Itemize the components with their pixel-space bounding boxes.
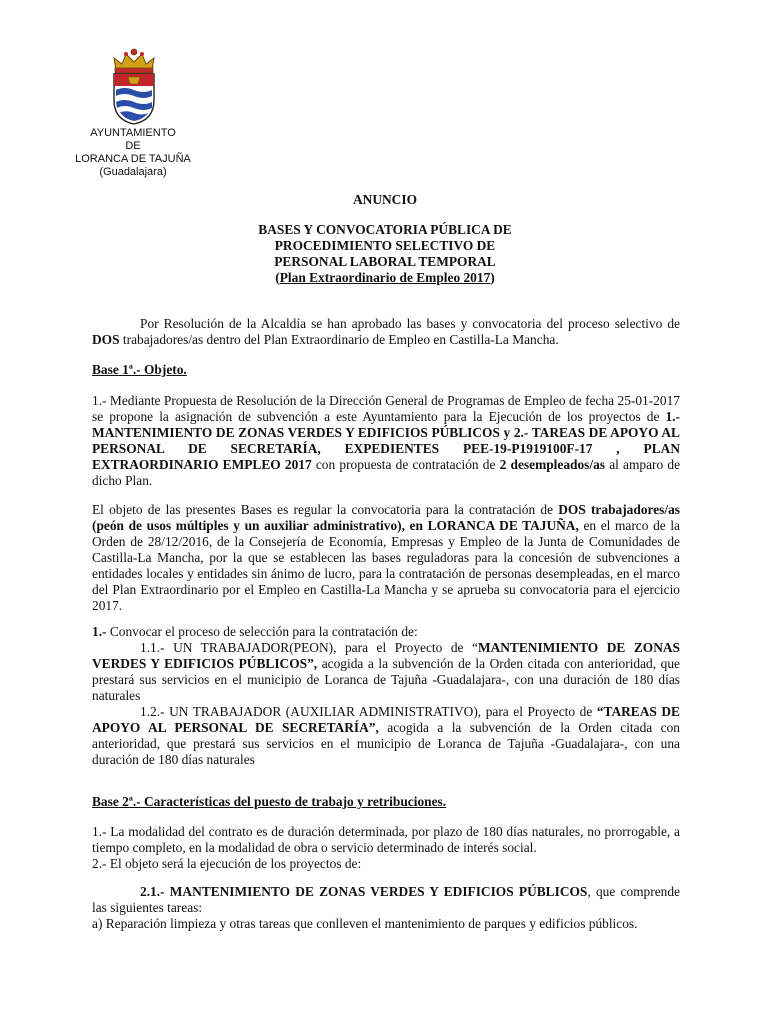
announcement-title [0,222,770,286]
base2-paragraph-4 [92,916,680,932]
base2-paragraph-2 [92,856,680,872]
org-line: DE [125,140,141,152]
base1-paragraph-5 [92,704,680,768]
base1-heading [92,362,680,378]
org-line: (Guadalajara) [99,166,167,178]
title-line: PROCEDIMIENTO SELECTIVO DE [274,238,496,253]
text: al amparo de dicho Plan. [92,457,681,488]
text: Convocar el proceso de selección para la contratación de: [106,624,418,639]
base1-paragraph-4 [92,640,680,704]
bold-text: “TAREAS DE APOYO AL PERSONAL DE SECRETARÍA”, [92,704,680,735]
text: 1.- Mediante Propuesta de Resolución de la Dirección General de Programas de Empleo de fecha 25-01-2017 se propone la asignación de subvención a este Ayuntamiento para la Ejecución de los proyectos de [92,393,680,424]
text: a) Reparación limpieza y otras tareas que conlleven el mantenimiento de parques y edificios públicos. [92,916,638,931]
bold-text: DOS trabajadores/as (peón de usos múltiples y un auxiliar administrativo), en LORANCA DE TAJUÑA, [92,502,680,533]
intro-bold: DOS [92,332,120,347]
bold-text: MANTENIMIENTO DE ZONAS VERDES Y EDIFICIOS PÚBLICOS”, [92,640,680,671]
bold-text: 2 desempleados/as [499,457,606,472]
text: con propuesta de contratación de [311,457,500,472]
text: 1.1.- UN TRABAJADOR(PEON), para el Proyecto de “ [140,640,478,655]
org-line: AYUNTAMIENTO [90,127,176,139]
intro-text-end: trabajadores/as dentro del Plan Extraordinario de Empleo en Castilla-La Mancha. [119,332,559,347]
title-line: BASES Y CONVOCATORIA PÚBLICA DE [258,222,512,237]
base2-paragraph-1 [92,824,680,856]
bold-text: 1.- MANTENIMIENTO DE ZONAS VERDES Y EDIFICIOS PÚBLICOS y 2.- TAREAS DE APOYO AL PERSONAL DE SECRETARÍA, EXPEDIENTES PEE-19-P1919100F-17 , PLAN EXTRAORDINARIO EMPLEO 2017 [92,409,680,472]
text: 2.- El objeto será la ejecución de los proyectos de: [92,856,362,871]
base1-paragraph-2 [92,502,680,614]
announcement-label: ANUNCIO [353,192,417,207]
plan-close: ) [490,270,495,285]
text: acogida a la subvención de la Orden citada con anterioridad, que prestará sus servicios en el municipio de Loranca de Tajuña -Guadalajara-, con una duración de 180 días naturales [92,720,680,767]
plan-line [0,270,770,286]
bold-text: 1.- [92,624,107,639]
base2-heading-text: Base 2ª.- Características del puesto de trabajo y retribuciones. [92,794,447,809]
title-line: PERSONAL LABORAL TEMPORAL [274,254,496,269]
text: El objeto de las presentes Bases es regular la convocatoria para la contratación de [92,502,559,517]
text: 1.2.- UN TRABAJADOR (AUXILIAR ADMINISTRATIVO), para el Proyecto de [140,704,597,719]
base2-heading [92,794,680,810]
plan-open: ( [275,270,280,285]
text: acogida a la subvención de la Orden citada con anterioridad, que prestará sus servicios en el municipio de Loranca de Tajuña -Guadalajara-, con una duración de 180 días naturales [92,656,680,703]
text: en el marco de la Orden de 28/12/2016, de la Consejería de Economía, Empresas y Empleo de la Junta de Comunidades de Castilla-La Mancha, por la que se establecen las bases reguladoras para la concesión de subvenciones a entidades locales y entidades sin ánimo de lucro, para la contratación de personas desempleadas, en el marco del Plan Extraordinario por el Empleo en Castilla-La Mancha y se aprueba su convocatoria para el ejercicio 2017. [92,518,680,613]
base1-heading-text: Base 1ª.- Objeto. [92,362,187,377]
bold-text: 2.1.- MANTENIMIENTO DE ZONAS VERDES Y EDIFICIOS PÚBLICOS [140,884,588,899]
plan-name: Plan Extraordinario de Empleo 2017 [279,270,491,285]
base1-paragraph-1 [92,393,680,489]
text: , que comprende las siguientes tareas: [92,884,680,915]
org-line: LORANCA DE TAJUÑA [75,153,191,165]
intro-text: Por Resolución de la Alcaldía se han aprobado las bases y convocatoria del proceso selectivo de [140,316,680,331]
base1-paragraph-3 [92,624,680,640]
intro-paragraph [92,316,680,348]
coat-of-arms-icon [104,46,164,126]
text: 1.- La modalidad del contrato es de duración determinada, por plazo de 180 días naturales, no prorrogable, a tiempo completo, en la modalidad de obra o servicio determinado de interés social. [92,824,680,855]
organization-name [70,127,196,179]
base2-paragraph-3 [92,884,680,916]
